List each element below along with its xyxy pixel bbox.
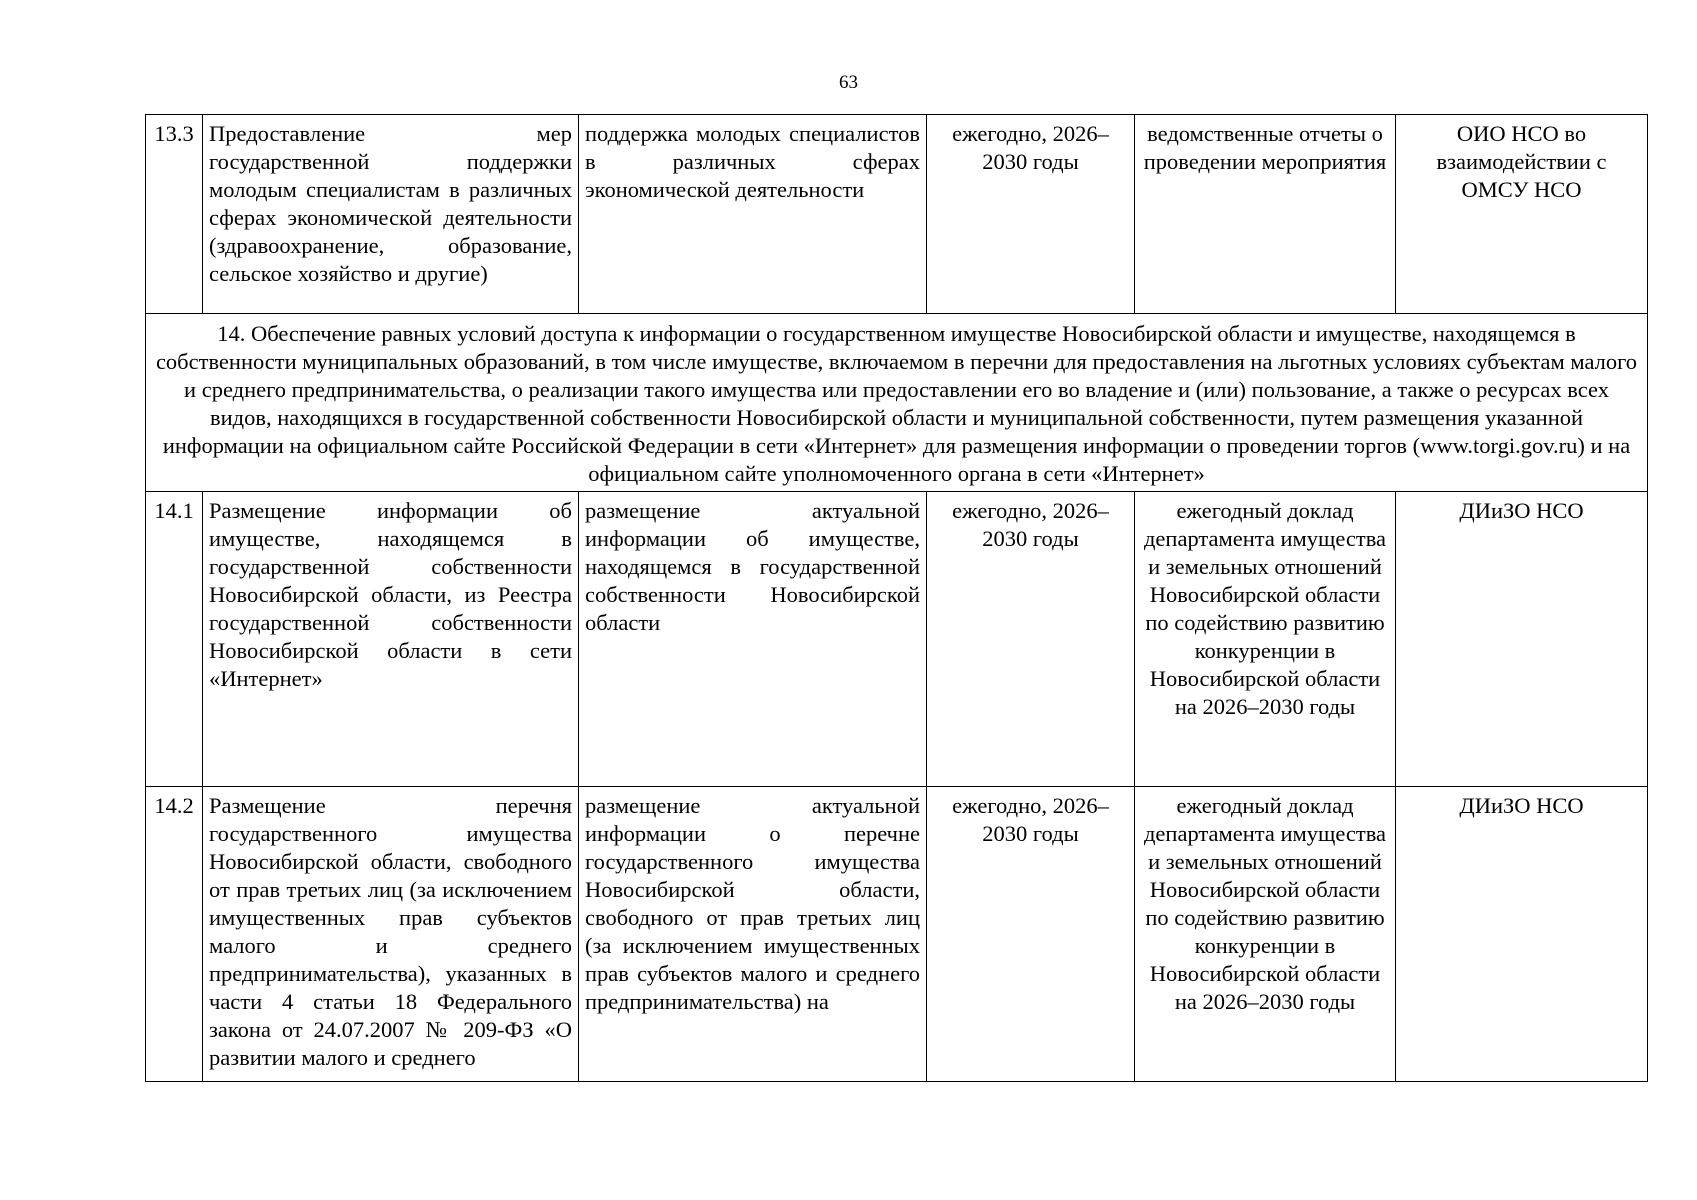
- result-cell: [579, 787, 927, 1082]
- row-number: 14.2: [146, 787, 203, 1082]
- executor-cell: ДИиЗО НСО: [1396, 787, 1648, 1082]
- event-cell: Предоставление мер государственной поддержки молодым специалистам в различных сферах экономической деятельности (здравоохранение, образование, сельское хозяйство и другие): [203, 115, 579, 314]
- table-row: [146, 787, 1648, 1082]
- result-cell: поддержка молодых специалистов в различных сферах экономической деятельности: [579, 115, 927, 314]
- table-row: [146, 115, 1648, 314]
- result-cell: размещение актуальной информации об имуществе, находящемся в государственной собственности Новосибирской области: [579, 492, 927, 787]
- document-cell: ежегодный доклад департамента имущества и земельных отношений Новосибирской области по содействию развитию конкуренции в Новосибирской области на 2026–2030 годы: [1135, 787, 1396, 1082]
- executor-cell: ОИО НСО во взаимодействии с ОМСУ НСО: [1396, 115, 1648, 314]
- term-cell: ежегодно, 2026–2030 годы: [927, 492, 1135, 787]
- row-number: 13.3: [146, 115, 203, 314]
- document-cell: ведомственные отчеты о проведении мероприятия: [1135, 115, 1396, 314]
- row-number: 14.1: [146, 492, 203, 787]
- document-cell: ежегодный доклад департамента имущества и земельных отношений Новосибирской области по содействию развитию конкуренции в Новосибирской области на 2026–2030 годы: [1135, 492, 1396, 787]
- event-text: Размещение перечня государственного имущества Новосибирской области, свободного от прав третьих лиц (за исключением имущественных прав субъектов малого и среднего предпринимательства), указанных в части 4 статьи 18 Федерального закона от 24.07.2007 № 209-ФЗ «О развитии малого и среднего: [209, 793, 572, 1070]
- result-text: размещение актуальной информации о перечне государственного имущества Новосибирской области, свободного от прав третьих лиц (за исключением имущественных прав субъектов малого и среднего предпринимательства) на: [585, 793, 920, 1014]
- table-row: [146, 492, 1648, 787]
- event-cell: [203, 787, 579, 1082]
- section-row: [146, 314, 1648, 492]
- page-number: 63: [839, 72, 858, 93]
- executor-cell: ДИиЗО НСО: [1396, 492, 1648, 787]
- section-heading: 14. Обеспечение равных условий доступа к информации о государственном имуществе Новосибирской области и имуществе, находящемся в собственности муниципальных образований, в том числе имуществе, включаемом в перечни для предоставления на льготных условиях субъектам малого и среднего предпринимательства, о реализации такого имущества или предоставлении его во владение и (или) пользование, а также о ресурсах всех видов, находящихся в государственной собственности Новосибирской области и муниципальной собственности, путем размещения указанной информации на официальном сайте Российской Федерации в сети «Интернет» для размещения информации о проведении торгов (www.torgi.gov.ru) и на официальном сайте уполномоченного органа в сети «Интернет»: [146, 314, 1648, 492]
- event-cell: Размещение информации об имуществе, находящемся в государственной собственности Новосибирской области, из Реестра государственной собственности Новосибирской области в сети «Интернет»: [203, 492, 579, 787]
- term-cell: ежегодно, 2026–2030 годы: [927, 115, 1135, 314]
- measures-table: [145, 114, 1648, 1082]
- term-cell: ежегодно, 2026–2030 годы: [927, 787, 1135, 1082]
